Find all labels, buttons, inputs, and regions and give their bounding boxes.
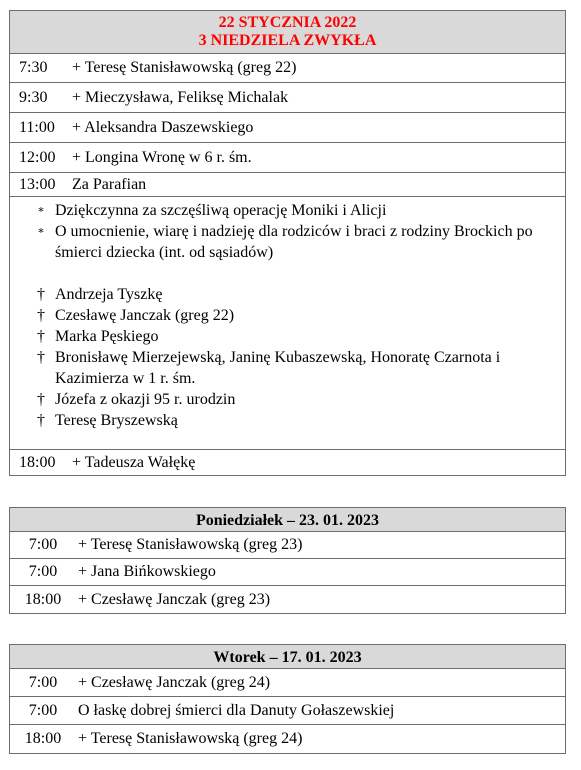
intention-text: Czesławę Janczak (greg 22) <box>55 307 235 324</box>
cross-bullet-icon: † <box>37 412 45 429</box>
parish-intentions-list <box>10 197 565 450</box>
table-row <box>10 725 565 753</box>
intention-text: Józefa z okazji 95 r. urodzin <box>55 391 236 408</box>
tuesday-header: Wtorek – 17. 01. 2023 <box>10 645 565 669</box>
list-item <box>10 410 565 431</box>
mass-intention: Za Parafian <box>72 175 147 193</box>
mass-intention: + Tadeusza Wałękę <box>72 453 196 471</box>
list-item <box>10 347 565 389</box>
list-item <box>10 305 565 326</box>
mass-time: 18:00 <box>19 453 56 471</box>
mass-time: 18:00 <box>24 590 62 608</box>
list-item <box>10 200 565 221</box>
star-bullet-icon: ∗ <box>37 204 45 216</box>
mass-time: 7:00 <box>28 673 58 691</box>
mass-intention: + Jana Bińkowskiego <box>78 563 216 580</box>
intention-text: O umocnienie, wiarę i nadzieję dla rodziców i braci z rodziny Brockich po śmierci dziecka (int. od sąsiadów) <box>55 223 533 261</box>
intention-text: Teresę Bryszewską <box>55 412 178 429</box>
mass-time: 7:00 <box>28 536 58 553</box>
table-row <box>10 450 565 475</box>
mass-intention: + Czesławę Janczak (greg 23) <box>78 590 271 608</box>
monday-schedule <box>9 507 566 614</box>
table-row <box>10 586 565 613</box>
cross-bullet-icon: † <box>37 328 45 345</box>
table-row <box>10 113 565 143</box>
mass-time: 9:30 <box>19 88 48 106</box>
mass-intention: O łaskę dobrej śmierci dla Danuty Gołaszewskiej <box>78 701 395 719</box>
intention-text: Dziękczynna za szczęśliwą operację Moniki i Alicji <box>55 202 387 219</box>
table-row <box>10 173 565 197</box>
list-item <box>10 221 565 263</box>
sunday-header <box>10 11 565 54</box>
list-item <box>10 389 565 410</box>
mass-time: 7:00 <box>28 701 58 719</box>
cross-bullet-icon: † <box>37 391 45 408</box>
star-bullet-icon: ∗ <box>37 225 45 237</box>
cross-bullet-icon: † <box>37 307 45 324</box>
mass-intention: + Teresę Stanisławowską (greg 24) <box>78 730 303 747</box>
mass-intention: + Longina Wronę w 6 r. śm. <box>72 148 252 166</box>
list-item <box>10 284 565 305</box>
cross-bullet-icon: † <box>37 286 45 303</box>
mass-time: 11:00 <box>19 118 55 136</box>
mass-intention: + Mieczysława, Feliksę Michalak <box>72 88 289 106</box>
sunday-liturgy-title: 3 NIEDZIELA ZWYKŁA <box>198 32 377 49</box>
table-row <box>10 143 565 173</box>
monday-header: Poniedziałek – 23. 01. 2023 <box>10 508 565 532</box>
table-row <box>10 697 565 725</box>
tuesday-schedule <box>9 644 566 754</box>
mass-intention: + Teresę Stanisławowską (greg 22) <box>72 59 297 76</box>
intention-text: Marka Pęskiego <box>55 328 159 345</box>
mass-time: 12:00 <box>19 148 56 166</box>
table-row <box>10 83 565 113</box>
mass-time: 7:00 <box>28 563 58 580</box>
mass-time: 18:00 <box>24 730 62 747</box>
table-row <box>10 559 565 586</box>
table-row <box>10 54 565 83</box>
mass-intention: + Teresę Stanisławowską (greg 23) <box>78 536 303 553</box>
sunday-date-title: 22 STYCZNIA 2022 <box>218 14 357 31</box>
mass-time: 13:00 <box>19 175 56 193</box>
cross-bullet-icon: † <box>37 349 45 366</box>
mass-intention: + Czesławę Janczak (greg 24) <box>78 673 271 691</box>
intention-text: Andrzeja Tyszkę <box>55 286 163 303</box>
mass-intention: + Aleksandra Daszewskiego <box>72 118 254 136</box>
table-row <box>10 532 565 559</box>
intention-text: Bronisławę Mierzejewską, Janinę Kubaszewską, Honoratę Czarnota i Kazimierza w 1 r. śm. <box>55 349 501 387</box>
list-item <box>10 326 565 347</box>
table-row <box>10 669 565 697</box>
mass-time: 7:30 <box>19 59 48 76</box>
sunday-schedule <box>9 10 566 476</box>
